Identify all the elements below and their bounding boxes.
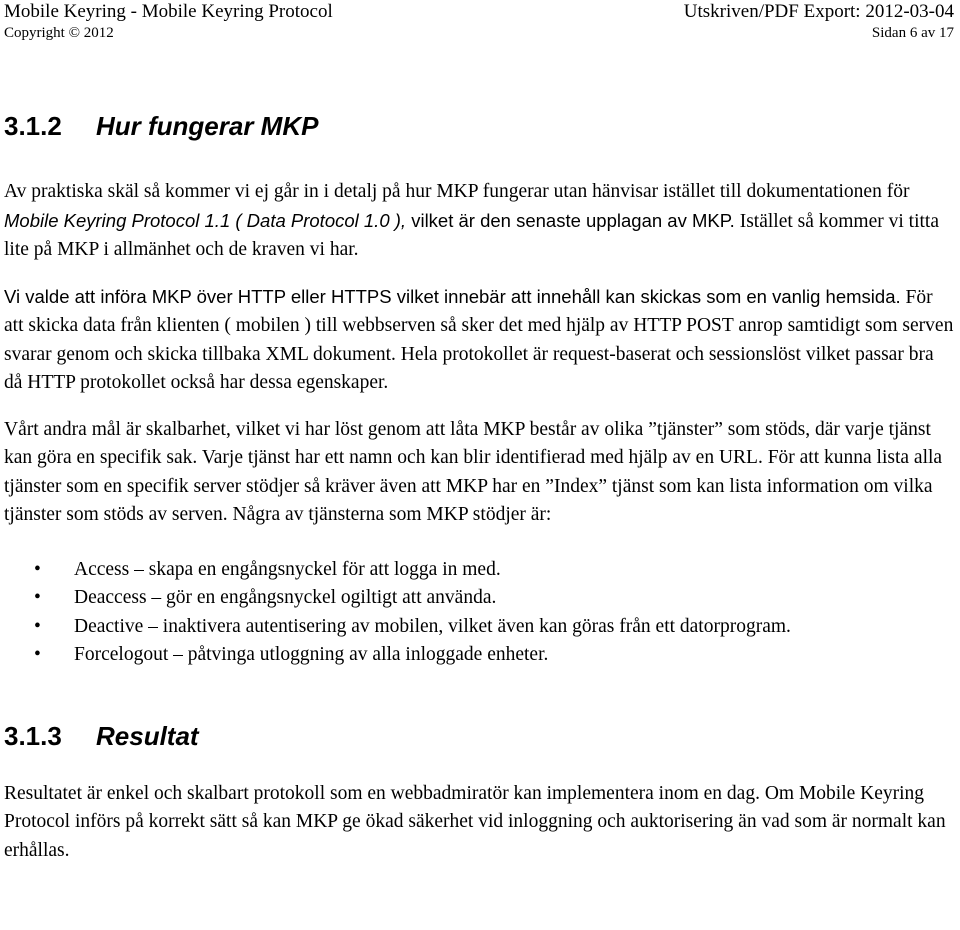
service-list xyxy=(4,556,954,670)
paragraph-text: För att skicka data från klienten ( mobilen ) till webbserven så sker det med hjälp av HTTP POST anrop samtidigt som serven svarar genom och skicka tillbaka XML dokument. Hela protokollet är request-baserat och sessionslöst vilket passar bra då HTTP protokollet också har dessa egenskaper. xyxy=(4,286,954,393)
paragraph-result: Resultatet är enkel och skalbart protokoll som en webbadmiratör kan implementera inom en dag. Om Mobile Keyring Protocol införs på korrekt sätt så kan MKP ge ökad säkerhet vid inloggning och auktorisering än vad som är normalt kan erhållas. xyxy=(4,782,946,861)
list-item xyxy=(4,556,954,585)
paragraph-http xyxy=(4,283,954,398)
page-number: Sidan 6 av 17 xyxy=(871,25,954,41)
bullet-icon: • xyxy=(34,587,41,608)
document-title: Mobile Keyring - Mobile Keyring Protocol xyxy=(4,1,333,22)
export-date: Utskriven/PDF Export: 2012-03-04 xyxy=(683,1,954,22)
reference-title: Mobile Keyring Protocol 1.1 ( Data Protocol 1.0 ), xyxy=(4,209,407,231)
bullet-icon: • xyxy=(34,615,41,637)
section-heading-3-1-2 xyxy=(4,110,954,142)
paragraph-text: Av praktiska skäl så kommer vi ej går in i detalj på hur MKP fungerar utan hänvisar istället till dokumentationen för xyxy=(4,181,910,202)
paragraph-text: vilket är den senaste upplagan av MKP. xyxy=(406,209,735,231)
section-heading-3-1-3 xyxy=(4,720,954,752)
bullet-icon: • xyxy=(34,558,41,580)
service-item-forcelogout: Forcelogout – påtvinga utloggning av alla inloggade enheter. xyxy=(74,644,549,665)
section-title: Hur fungerar MKP xyxy=(96,111,319,141)
section-title: Resultat xyxy=(96,720,199,751)
header-bottom-row xyxy=(4,24,954,42)
page-header xyxy=(4,0,954,42)
service-item-deaccess: Deaccess – gör en engångsnyckel ogiltigt att använda. xyxy=(74,587,497,608)
list-item xyxy=(4,613,954,642)
paragraph-scalability: Vårt andra mål är skalbarhet, vilket vi har löst genom att låta MKP består av olika ”tjänster” som stöds, där varje tjänst kan göra en specifik sak. Varje tjänst har ett namn och kan blir identifierad med hjälp av en URL. För att kunna lista alla tjänster som en specifik server stödjer så kräver även att MKP har en ”Index” tjänst som kan lista information om vilka tjänster som stöds av serven. Några av tjänsterna som MKP stödjer är: xyxy=(4,418,943,525)
list-item xyxy=(4,641,954,670)
paragraph-text: Istället så kommer vi titta lite på MKP i allmänhet och de kraven vi har. xyxy=(4,210,939,260)
page-content xyxy=(4,110,954,865)
bullet-icon: • xyxy=(34,644,41,665)
header-top-row xyxy=(4,0,954,24)
paragraph-intro xyxy=(4,178,954,265)
service-item-access: Access – skapa en engångsnyckel för att logga in med. xyxy=(74,558,501,580)
paragraph-text: Vi valde att införa MKP över HTTP eller HTTPS vilket innebär att innehåll kan skickas som en vanlig hemsida. xyxy=(4,285,901,307)
copyright: Copyright © 2012 xyxy=(4,25,114,41)
service-item-deactive: Deactive – inaktivera autentisering av mobilen, vilket även kan göras från ett datorprogram. xyxy=(74,615,791,637)
section-number: 3.1.3 xyxy=(4,720,62,751)
section-number: 3.1.2 xyxy=(4,111,62,141)
list-item xyxy=(4,584,954,613)
